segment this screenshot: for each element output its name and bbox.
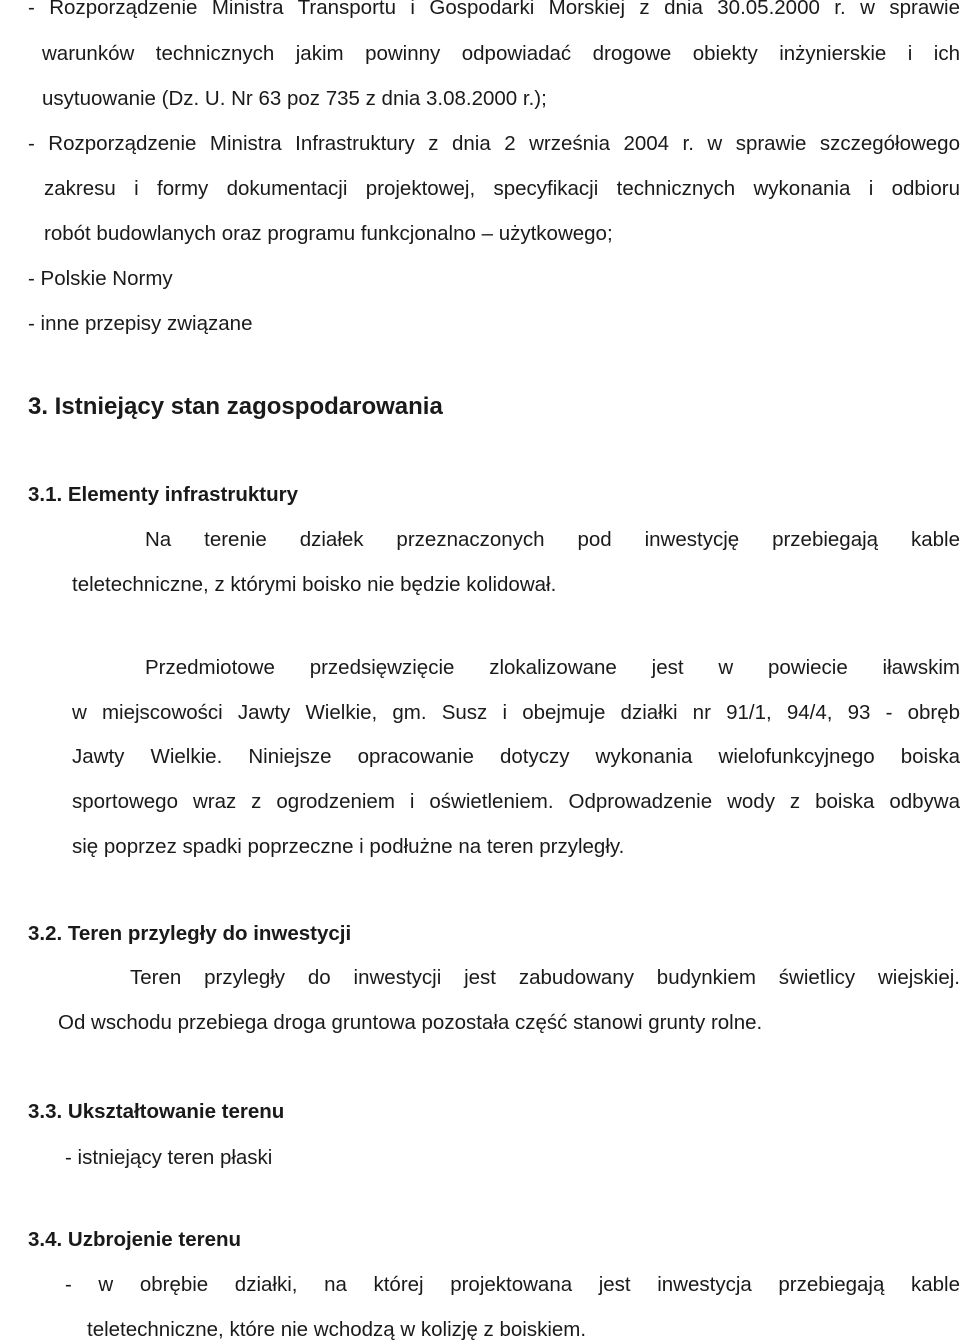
- section-3-1-heading: 3.1. Elementy infrastruktury: [28, 483, 299, 506]
- legal-line-3: usytuowanie (Dz. U. Nr 63 poz 735 z dnia 3.08.2000 r.);: [42, 87, 547, 110]
- section-3-3-heading: 3.3. Ukształtowanie terenu: [28, 1100, 285, 1123]
- s31-para2-line1: Przedmiotowe przedsięwzięcie zlokalizowane jest w powiecie iławskim: [145, 656, 960, 679]
- s31-para1-line1: Na terenie działek przeznaczonych pod inwestycję przebiegają kable: [145, 528, 960, 551]
- s31-para1-line2: teletechniczne, z którymi boisko nie będzie kolidował.: [72, 573, 557, 596]
- s32-line2: Od wschodu przebiega droga gruntowa pozostała część stanowi grunty rolne.: [58, 1011, 763, 1034]
- legal-line-7: - Polskie Normy: [28, 267, 173, 290]
- s31-para2-line5: się poprzez spadki poprzeczne i podłużne na teren przyległy.: [72, 835, 625, 858]
- s34-line2: teletechniczne, które nie wchodzą w kolizję z boiskiem.: [87, 1318, 587, 1341]
- legal-line-1: - Rozporządzenie Ministra Transportu i Gospodarki Morskiej z dnia 30.05.2000 r. w sprawie: [28, 0, 960, 19]
- legal-line-6: robót budowlanych oraz programu funkcjonalno – użytkowego;: [44, 222, 613, 245]
- s33-line1: - istniejący teren płaski: [65, 1146, 273, 1169]
- section-3-4-heading: 3.4. Uzbrojenie terenu: [28, 1228, 242, 1251]
- legal-line-8: - inne przepisy związane: [28, 312, 253, 335]
- s32-line1: Teren przyległy do inwestycji jest zabudowany budynkiem świetlicy wiejskiej.: [130, 966, 960, 989]
- s31-para2-line3: Jawty Wielkie. Niniejsze opracowanie dotyczy wykonania wielofunkcyjnego boiska: [72, 745, 960, 768]
- legal-line-5: zakresu i formy dokumentacji projektowej, specyfikacji technicznych wykonania i odbioru: [44, 177, 960, 200]
- section-3-2-heading: 3.2. Teren przyległy do inwestycji: [28, 922, 352, 945]
- s31-para2-line4: sportowego wraz z ogrodzeniem i oświetleniem. Odprowadzenie wody z boiska odbywa: [72, 790, 960, 813]
- s34-line1: - w obrębie działki, na której projektowana jest inwestycja przebiegają kable: [65, 1273, 960, 1296]
- legal-line-2: warunków technicznych jakim powinny odpowiadać drogowe obiekty inżynierskie i ich: [42, 42, 960, 65]
- legal-line-4: - Rozporządzenie Ministra Infrastruktury z dnia 2 września 2004 r. w sprawie szczegółowego: [28, 132, 960, 155]
- section-3-heading: 3. Istniejący stan zagospodarowania: [28, 393, 443, 420]
- s31-para2-line2: w miejscowości Jawty Wielkie, gm. Susz i obejmuje działki nr 91/1, 94/4, 93 - obręb: [72, 701, 960, 724]
